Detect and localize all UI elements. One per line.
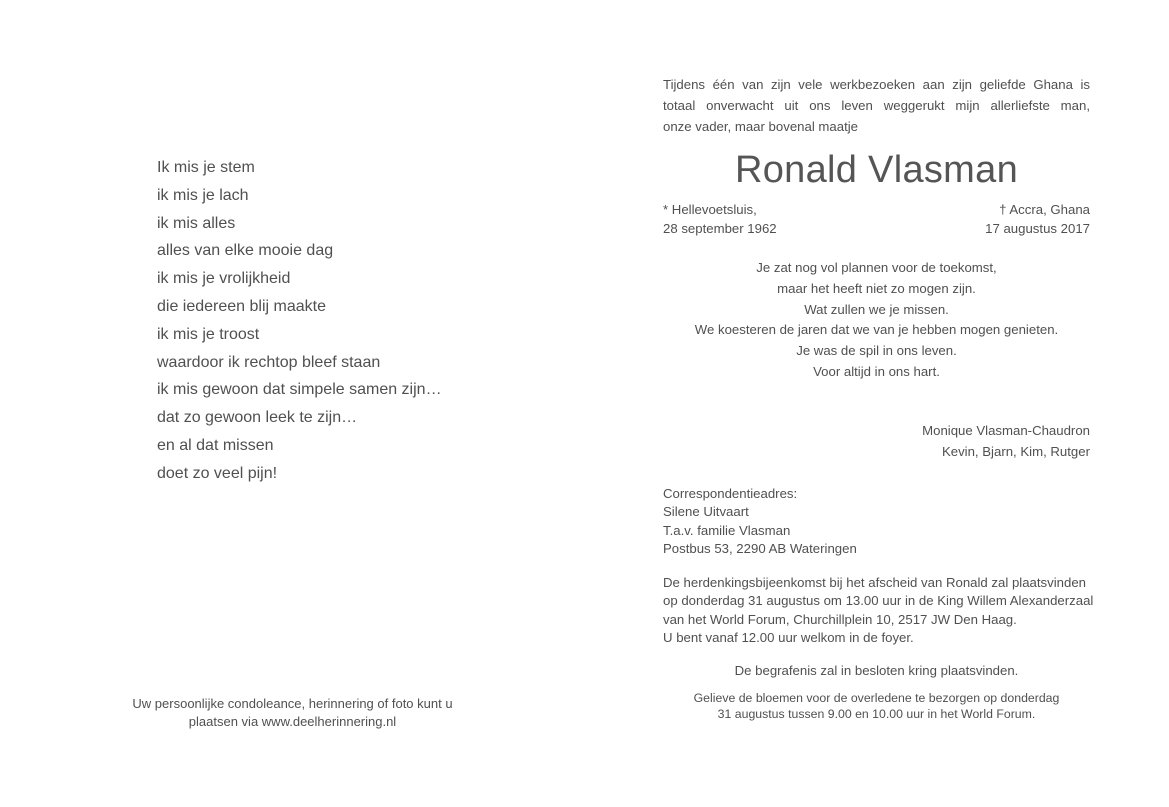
- birth-date: 28 september 1962: [663, 220, 777, 236]
- announcement: [663, 74, 1094, 723]
- poem: [157, 154, 557, 488]
- ceremony-line: U bent vanaf 12.00 uur welkom in de foyer.: [663, 630, 914, 646]
- family-line: Kevin, Bjarn, Kim, Rutger: [941, 443, 1090, 459]
- intro-line: onze vader, maar bovenal maatje: [663, 119, 858, 134]
- verse-line: Wat zullen we je missen.: [804, 301, 949, 317]
- verse-line: We koesteren de jaren dat we van je hebben mogen genieten.: [694, 322, 1059, 338]
- poem-line: ik mis je troost: [157, 325, 260, 343]
- correspondence-address: [663, 485, 1090, 559]
- intro-line: Tijdens één van zijn vele werkbezoeken aan zijn geliefde Ghana is: [663, 77, 1090, 92]
- death-place: † Accra, Ghana: [999, 202, 1090, 217]
- life-dates: [663, 201, 1090, 238]
- condolence-line: Uw persoonlijke condoleance, herinnering of foto kunt u: [132, 696, 453, 711]
- ceremony-info: [663, 574, 1094, 648]
- poem-line: ik mis je vrolijkheid: [157, 270, 291, 288]
- poem-line: ik mis alles: [157, 214, 236, 232]
- poem-line: waardoor ik rechtop bleef staan: [157, 353, 381, 371]
- poem-line: ik mis gewoon dat simpele samen zijn…: [157, 381, 442, 399]
- intro-line: totaal onverwacht uit ons leven weggerukt mijn allerliefste man,: [663, 98, 1090, 113]
- address-line: T.a.v. familie Vlasman: [663, 522, 791, 538]
- condolence-note: [110, 695, 475, 731]
- ceremony-line: De herdenkingsbijeenkomst bij het afscheid van Ronald zal plaatsvinden: [663, 574, 1086, 590]
- address-heading: Correspondentieadres:: [663, 485, 798, 501]
- poem-line: die iedereen blij maakte: [157, 297, 326, 315]
- poem-line: en al dat missen: [157, 436, 274, 454]
- address-line: Postbus 53, 2290 AB Wateringen: [663, 541, 857, 557]
- intro-text: [663, 74, 1090, 137]
- flowers-line: 31 augustus tussen 9.00 en 10.00 uur in het World Forum.: [717, 707, 1036, 722]
- burial-note: De begrafenis zal in besloten kring plaatsvinden.: [734, 662, 1019, 678]
- address-line: Silene Uitvaart: [663, 504, 749, 520]
- birth-place: * Hellevoetsluis,: [663, 202, 757, 217]
- death-info: [985, 201, 1090, 238]
- verse-line: Je zat nog vol plannen voor de toekomst,: [756, 260, 997, 275]
- verse-line: maar het heeft niet zo mogen zijn.: [777, 280, 976, 296]
- birth-info: [663, 201, 777, 238]
- poem-line: dat zo gewoon leek te zijn…: [157, 409, 358, 427]
- flowers-line: Gelieve de bloemen voor de overledene te bezorgen op donderdag: [693, 690, 1060, 705]
- verse-line: Voor altijd in ons hart.: [813, 363, 940, 379]
- ceremony-line: van het World Forum, Churchillplein 10, 2517 JW Den Haag.: [663, 611, 1017, 627]
- poem-line: doet zo veel pijn!: [157, 464, 278, 482]
- verse-line: Je was de spil in ons leven.: [796, 343, 957, 359]
- death-date: 17 augustus 2017: [985, 220, 1090, 236]
- ceremony-line: op donderdag 31 augustus om 13.00 uur in de King Willem Alexanderzaal: [663, 593, 1094, 609]
- poem-line: alles van elke mooie dag: [157, 242, 334, 260]
- family-signature: [663, 420, 1090, 462]
- family-line: Monique Vlasman-Chaudron: [922, 422, 1090, 438]
- poem-line: Ik mis je stem: [157, 159, 255, 176]
- poem-line: ik mis je lach: [157, 186, 249, 204]
- verse: [663, 258, 1090, 383]
- condolence-line-link: plaatsen via www.deelherinnering.nl: [188, 714, 397, 729]
- flowers-note: [663, 690, 1090, 723]
- deceased-name: Ronald Vlasman: [734, 149, 1019, 191]
